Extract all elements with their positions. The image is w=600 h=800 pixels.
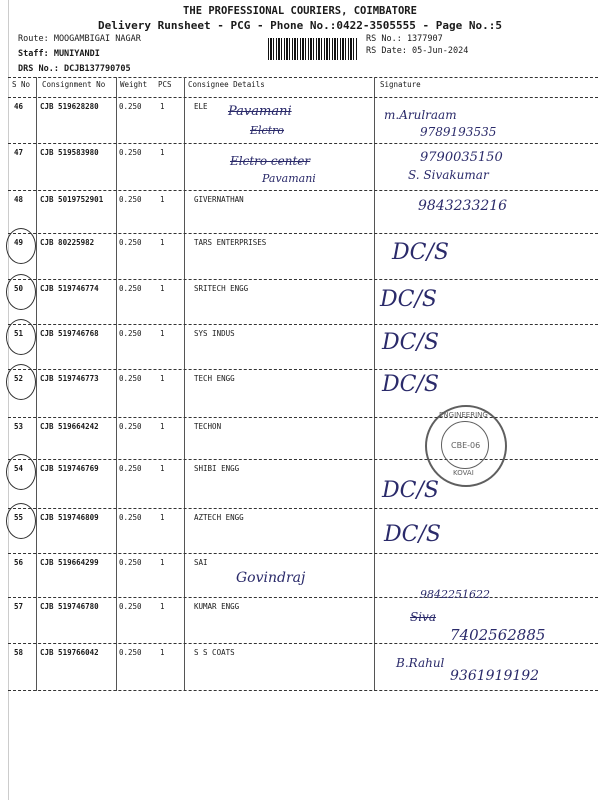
row-weight: 0.250 bbox=[119, 558, 142, 567]
col-signature: Signature bbox=[380, 80, 421, 89]
row-sno: 47 bbox=[14, 148, 24, 157]
handwritten-closed-52: DC/S bbox=[382, 372, 439, 397]
row-pcs: 1 bbox=[160, 148, 165, 157]
row-pcs: 1 bbox=[160, 422, 165, 431]
row-sno: 49 bbox=[14, 238, 24, 247]
handwritten-consignee-47b: Pavamani bbox=[262, 172, 316, 185]
handwritten-consignee-46b: Elctro bbox=[250, 124, 285, 137]
row-weight: 0.250 bbox=[119, 195, 142, 204]
row-consignee: AZTECH ENGG bbox=[194, 513, 244, 522]
row-circle-mark bbox=[6, 364, 36, 400]
row-consignment-no: CJB 5019752901 bbox=[40, 195, 104, 204]
row-sno: 56 bbox=[14, 558, 24, 567]
rs-date: RS Date: 05-Jun-2024 bbox=[366, 46, 469, 56]
row-consignee: TARS ENTERPRISES bbox=[194, 238, 267, 247]
handwritten-phone-57: 7402562885 bbox=[450, 626, 546, 644]
row-consignee: SAI bbox=[194, 558, 208, 567]
rs-number: RS No.: 1377907 bbox=[366, 34, 443, 44]
row-circle-mark bbox=[6, 319, 36, 355]
row-consignee: S S COATS bbox=[194, 648, 235, 657]
col-divider bbox=[374, 77, 375, 691]
handwritten-phone-56: 9842251622 bbox=[420, 588, 490, 601]
row-consignee: SYS INDUS bbox=[194, 329, 235, 338]
row-pcs: 1 bbox=[160, 102, 165, 111]
row-sno: 52 bbox=[14, 374, 24, 383]
row-sno: 46 bbox=[14, 102, 24, 111]
company-stamp bbox=[425, 405, 507, 487]
row-consignment-no: CJB 519628280 bbox=[40, 102, 99, 111]
row-sno: 50 bbox=[14, 284, 24, 293]
row-consignment-no: CJB 519664242 bbox=[40, 422, 99, 431]
stamp-top-text: ENGINEERING bbox=[439, 411, 488, 419]
row-consignment-no: CJB 519664299 bbox=[40, 558, 99, 567]
row-weight: 0.250 bbox=[119, 102, 142, 111]
row-consignment-no: CJB 519746809 bbox=[40, 513, 99, 522]
row-rule bbox=[8, 369, 598, 370]
row-weight: 0.250 bbox=[119, 238, 142, 247]
row-rule bbox=[8, 233, 598, 234]
runsheet-title: Delivery Runsheet - PCG - Phone No.:0422-3505555 - Page No.:5 bbox=[98, 19, 502, 32]
row-consignment-no: CJB 519746773 bbox=[40, 374, 99, 383]
row-weight: 0.250 bbox=[119, 374, 142, 383]
row-consignment-no: CJB 519746768 bbox=[40, 329, 99, 338]
handwritten-closed-51: DC/S bbox=[382, 330, 439, 355]
handwritten-signature-58: B.Rahul bbox=[396, 656, 445, 670]
row-consignment-no: CJB 519746780 bbox=[40, 602, 99, 611]
col-pcs: PCS bbox=[158, 80, 172, 89]
row-rule bbox=[8, 97, 598, 98]
row-circle-mark bbox=[6, 228, 36, 264]
page-binding-edge bbox=[0, 0, 9, 800]
handwritten-phone-46: 9789193535 bbox=[420, 125, 497, 139]
col-sno: S No bbox=[12, 80, 31, 89]
row-sno: 55 bbox=[14, 513, 24, 522]
row-rule bbox=[8, 508, 598, 509]
row-weight: 0.250 bbox=[119, 422, 142, 431]
row-consignee: TECH ENGG bbox=[194, 374, 235, 383]
row-consignment-no: CJB 519746774 bbox=[40, 284, 99, 293]
handwritten-phone-58: 9361919192 bbox=[450, 668, 540, 684]
drs-number: DRS No.: DCJB137790705 bbox=[18, 64, 131, 74]
stamp-center-text: CBE-06 bbox=[451, 441, 481, 450]
route-label: Route: MOOGAMBIGAI NAGAR bbox=[18, 34, 141, 44]
row-pcs: 1 bbox=[160, 648, 165, 657]
row-pcs: 1 bbox=[160, 602, 165, 611]
row-weight: 0.250 bbox=[119, 284, 142, 293]
handwritten-closed-50: DC/S bbox=[380, 287, 437, 312]
col-weight: Weight bbox=[120, 80, 148, 89]
row-circle-mark bbox=[6, 503, 36, 539]
row-weight: 0.250 bbox=[119, 464, 142, 473]
handwritten-signature-47: S. Sivakumar bbox=[408, 168, 489, 182]
row-weight: 0.250 bbox=[119, 648, 142, 657]
row-consignee: TECHON bbox=[194, 422, 222, 431]
row-pcs: 1 bbox=[160, 238, 165, 247]
row-pcs: 1 bbox=[160, 329, 165, 338]
row-weight: 0.250 bbox=[119, 329, 142, 338]
row-consignee: GIVERNATHAN bbox=[194, 195, 244, 204]
col-divider bbox=[116, 77, 117, 691]
row-pcs: 1 bbox=[160, 284, 165, 293]
row-consignee: ELE bbox=[194, 102, 208, 111]
handwritten-consignee-46: Pavamani bbox=[228, 104, 292, 119]
row-sno: 57 bbox=[14, 602, 24, 611]
row-sno: 54 bbox=[14, 464, 24, 473]
barcode bbox=[268, 38, 358, 60]
row-pcs: 1 bbox=[160, 374, 165, 383]
row-pcs: 1 bbox=[160, 513, 165, 522]
handwritten-signature-46: m.Arulraam bbox=[384, 108, 457, 122]
handwritten-phone-48: 9843233216 bbox=[418, 198, 508, 214]
row-rule bbox=[8, 597, 598, 598]
row-rule bbox=[8, 553, 598, 554]
row-weight: 0.250 bbox=[119, 148, 142, 157]
row-pcs: 1 bbox=[160, 464, 165, 473]
row-circle-mark bbox=[6, 274, 36, 310]
col-divider bbox=[36, 77, 37, 691]
row-rule bbox=[8, 324, 598, 325]
handwritten-consignee-47: Elctro center bbox=[230, 154, 311, 168]
table-bottom-rule bbox=[8, 690, 598, 691]
stamp-bottom-text: KOVAI bbox=[453, 469, 474, 477]
row-pcs: 1 bbox=[160, 558, 165, 567]
handwritten-closed-54: DC/S bbox=[382, 478, 439, 503]
handwritten-closed-49: DC/S bbox=[392, 240, 449, 265]
row-sno: 48 bbox=[14, 195, 24, 204]
handwritten-closed-55: DC/S bbox=[384, 522, 441, 547]
col-divider bbox=[184, 77, 185, 691]
row-consignment-no: CJB 80225982 bbox=[40, 238, 95, 247]
row-circle-mark bbox=[6, 454, 36, 490]
handwritten-consignee-56: Govindraj bbox=[236, 570, 306, 586]
handwritten-phone-47: 9790035150 bbox=[420, 150, 503, 165]
row-rule bbox=[8, 143, 598, 144]
row-rule bbox=[8, 190, 598, 191]
row-consignment-no: CJB 519746769 bbox=[40, 464, 99, 473]
company-title: THE PROFESSIONAL COURIERS, COIMBATORE bbox=[183, 5, 417, 17]
row-consignee: SRITECH ENGG bbox=[194, 284, 249, 293]
row-consignment-no: CJB 519766042 bbox=[40, 648, 99, 657]
row-sno: 51 bbox=[14, 329, 24, 338]
row-consignee: KUMAR ENGG bbox=[194, 602, 240, 611]
handwritten-signature-57: Siva bbox=[410, 610, 436, 624]
col-consignment: Consignment No bbox=[42, 80, 106, 89]
row-rule bbox=[8, 417, 598, 418]
row-consignment-no: CJB 519583980 bbox=[40, 148, 99, 157]
row-consignee: SHIBI ENGG bbox=[194, 464, 240, 473]
row-rule bbox=[8, 279, 598, 280]
row-weight: 0.250 bbox=[119, 602, 142, 611]
row-sno: 53 bbox=[14, 422, 24, 431]
col-consignee: Consignee Details bbox=[188, 80, 265, 89]
staff-label: Staff: MUNIYANDI bbox=[18, 49, 100, 59]
row-pcs: 1 bbox=[160, 195, 165, 204]
header-top-rule bbox=[8, 77, 598, 78]
row-rule bbox=[8, 459, 598, 460]
row-weight: 0.250 bbox=[119, 513, 142, 522]
row-sno: 58 bbox=[14, 648, 24, 657]
